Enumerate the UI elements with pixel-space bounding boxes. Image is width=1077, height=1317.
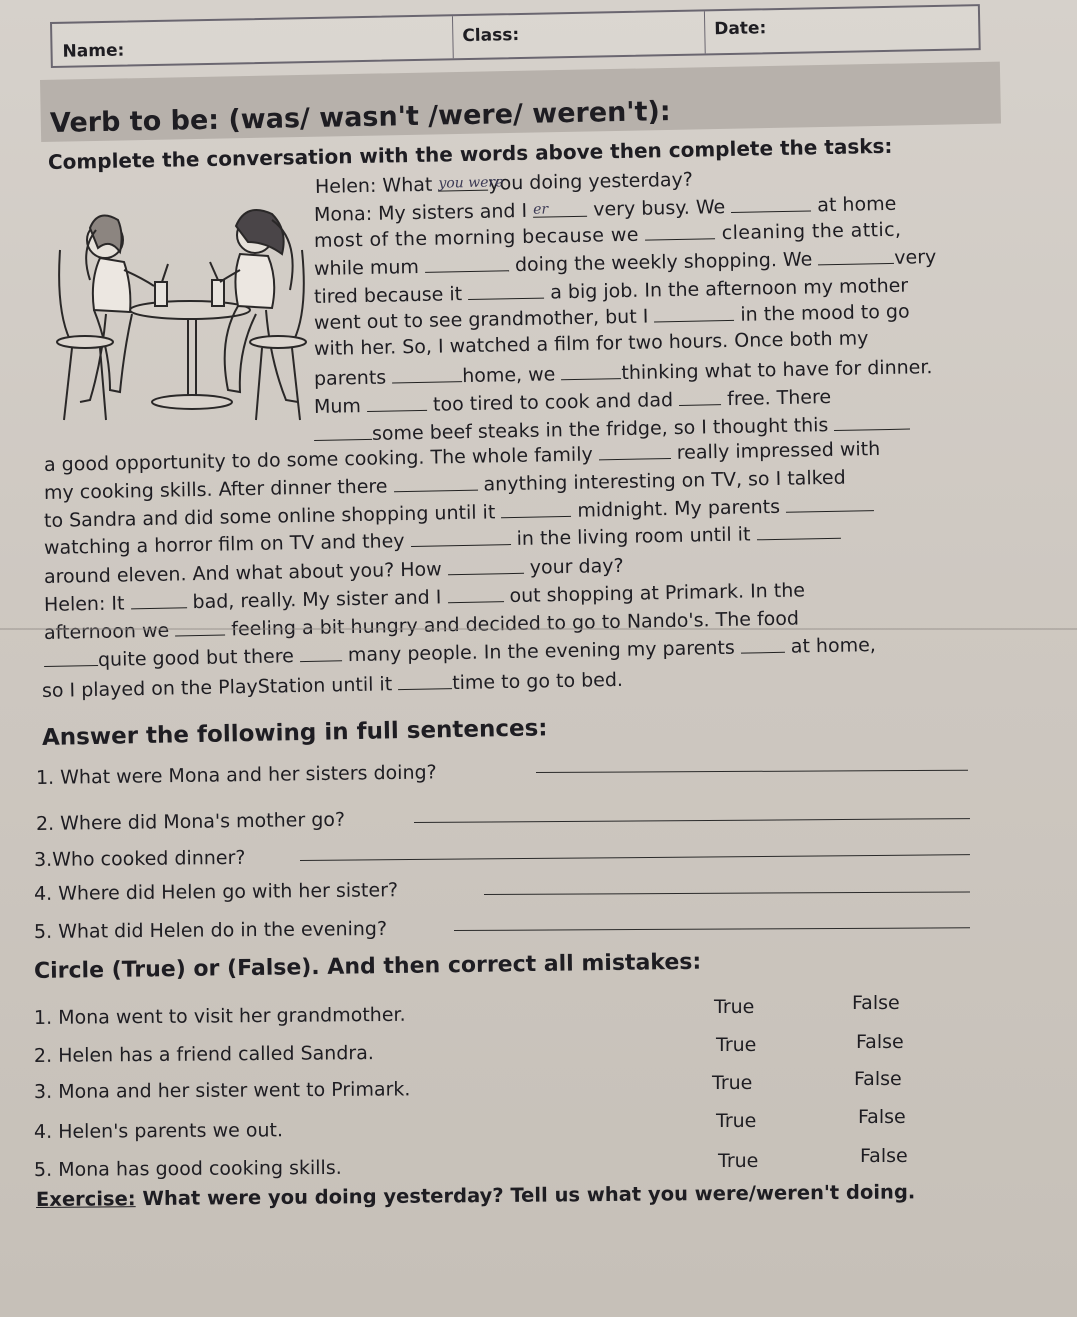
class-cell[interactable] bbox=[452, 11, 706, 58]
conv-line-7: with her. So, I watched a film for two hours. Once both my bbox=[313, 327, 869, 360]
conv-line-18: quite good but there many people. In the evening my parents at home, bbox=[44, 632, 876, 673]
blank-4[interactable] bbox=[645, 220, 715, 240]
exercise-prompt bbox=[36, 1180, 915, 1212]
question-2: 2. Where did Mona's mother go? bbox=[35, 808, 346, 835]
exercise-text: What were you doing yesterday? Tell us what you were/weren't doing. bbox=[142, 1180, 916, 1211]
blank-13[interactable] bbox=[314, 421, 372, 441]
conv-line-10: some beef steaks in the fridge, so I thought this bbox=[314, 411, 911, 447]
conv-line-11: a good opportunity to do some cooking. The whole family really impressed with bbox=[43, 437, 881, 476]
name-cell[interactable] bbox=[52, 16, 454, 66]
tf-statement-2: 2. Helen has a friend called Sandra. bbox=[33, 1042, 374, 1067]
question-5: 5. What did Helen do in the evening? bbox=[33, 917, 388, 943]
blank-27[interactable] bbox=[741, 634, 785, 654]
tf-true-5[interactable]: True bbox=[718, 1150, 759, 1172]
tf-true-4[interactable]: True bbox=[716, 1110, 757, 1132]
tf-true-3[interactable]: True bbox=[712, 1072, 753, 1094]
blank-21[interactable] bbox=[447, 555, 523, 575]
girls-at-table-illustration bbox=[50, 190, 315, 435]
blank-10[interactable] bbox=[561, 360, 621, 380]
blank-2[interactable] bbox=[533, 198, 587, 218]
tf-statement-1: 1. Mona went to visit her grandmother. bbox=[33, 1003, 406, 1029]
tf-false-1[interactable]: False bbox=[852, 992, 900, 1014]
conv-line-14: watching a horror film on TV and they in the living room until it bbox=[44, 520, 841, 560]
class-label: Class: bbox=[462, 24, 520, 47]
conv-line-8: parents home, we thinking what to have for dinner. bbox=[313, 356, 933, 390]
answer-line-5[interactable] bbox=[454, 927, 970, 931]
blank-7[interactable] bbox=[468, 280, 544, 300]
blank-8[interactable] bbox=[654, 302, 734, 323]
conv-line-9: Mum too tired to cook and dad free. There bbox=[313, 386, 832, 418]
blank-15[interactable] bbox=[599, 440, 671, 460]
blank-1[interactable] bbox=[438, 172, 504, 192]
conv-line-17: afternoon we feeling a bit hungry and decided to go to Nando's. The food bbox=[43, 607, 800, 644]
tf-true-1[interactable]: True bbox=[714, 996, 755, 1018]
blank-14[interactable] bbox=[834, 411, 910, 431]
tf-false-5[interactable]: False bbox=[860, 1145, 908, 1167]
conv-line-3: most of the morning because we cleaning the attic, bbox=[313, 218, 902, 252]
blank-9[interactable] bbox=[392, 363, 462, 383]
exercise-label: Exercise: bbox=[35, 1187, 136, 1211]
tf-false-2[interactable]: False bbox=[856, 1031, 904, 1053]
conv-line-2: Mona: My sisters and I er very busy. We at home bbox=[313, 192, 897, 226]
answer-line-4[interactable] bbox=[484, 891, 970, 895]
conv-line-6: went out to see grandmother, but I in the mood to go bbox=[313, 300, 910, 334]
conv-line-1: Helen: What you wereyou doing yesterday? bbox=[314, 168, 694, 198]
tf-statement-3: 3. Mona and her sister went to Primark. bbox=[33, 1078, 411, 1103]
blank-24[interactable] bbox=[175, 617, 225, 637]
conv-line-12: my cooking skills. After dinner there anything interesting on TV, so I talked bbox=[43, 466, 846, 504]
conv-line-15: around eleven. And what about you? How your day? bbox=[43, 554, 624, 588]
blank-23[interactable] bbox=[447, 583, 503, 603]
conv-line-16: Helen: It bad, really. My sister and I out shopping at Primark. In the bbox=[43, 579, 806, 616]
blank-6[interactable] bbox=[818, 245, 894, 265]
paper-fold bbox=[0, 628, 1077, 630]
blank-12[interactable] bbox=[679, 386, 721, 406]
student-info-box bbox=[50, 4, 981, 68]
date-cell[interactable] bbox=[704, 6, 979, 53]
blank-3[interactable] bbox=[731, 192, 811, 213]
question-3: 3.Who cooked dinner? bbox=[33, 846, 246, 871]
answer-heading: Answer the following in full sentences: bbox=[41, 715, 548, 751]
blank-26[interactable] bbox=[300, 642, 342, 662]
conv-line-13: to Sandra and did some online shopping until it midnight. My parents bbox=[44, 492, 874, 533]
handwritten-answer: you were bbox=[438, 174, 504, 192]
blank-16[interactable] bbox=[393, 472, 477, 493]
answer-line-3[interactable] bbox=[300, 854, 970, 861]
answer-line-2[interactable] bbox=[414, 818, 970, 823]
tf-statement-5: 5. Mona has good cooking skills. bbox=[33, 1156, 342, 1181]
tf-true-2[interactable]: True bbox=[716, 1034, 757, 1056]
blank-18[interactable] bbox=[786, 492, 874, 513]
blank-20[interactable] bbox=[756, 520, 840, 541]
handwritten-answer: er bbox=[533, 201, 549, 218]
blank-19[interactable] bbox=[410, 526, 510, 547]
conv-line-4: while mum doing the weekly shopping. We very bbox=[313, 246, 937, 280]
page-title: Verb to be: (was/ wasn't /were/ weren't): bbox=[49, 96, 671, 139]
conv-line-5: tired because it a big job. In the afternoon my mother bbox=[313, 274, 909, 308]
conv-line-19: so I played on the PlayStation until it time to go to bed. bbox=[41, 668, 624, 702]
tf-heading: Circle (True) or (False). And then correct all mistakes: bbox=[33, 949, 702, 984]
blank-25[interactable] bbox=[44, 647, 98, 667]
date-label: Date: bbox=[714, 18, 767, 40]
tf-statement-4: 4. Helen's parents we out. bbox=[33, 1119, 284, 1143]
instructions: Complete the conversation with the words above then complete the tasks: bbox=[47, 133, 893, 174]
tf-false-4[interactable]: False bbox=[858, 1106, 906, 1128]
blank-28[interactable] bbox=[398, 670, 452, 690]
blank-17[interactable] bbox=[501, 498, 571, 518]
blank-22[interactable] bbox=[130, 589, 186, 609]
blank-11[interactable] bbox=[367, 392, 427, 412]
question-4: 4. Where did Helen go with her sister? bbox=[33, 879, 399, 905]
name-label: Name: bbox=[62, 40, 125, 62]
question-1: 1. What were Mona and her sisters doing? bbox=[35, 761, 437, 789]
tf-false-3[interactable]: False bbox=[854, 1068, 902, 1090]
answer-line-1[interactable] bbox=[536, 770, 968, 773]
blank-5[interactable] bbox=[425, 252, 509, 273]
